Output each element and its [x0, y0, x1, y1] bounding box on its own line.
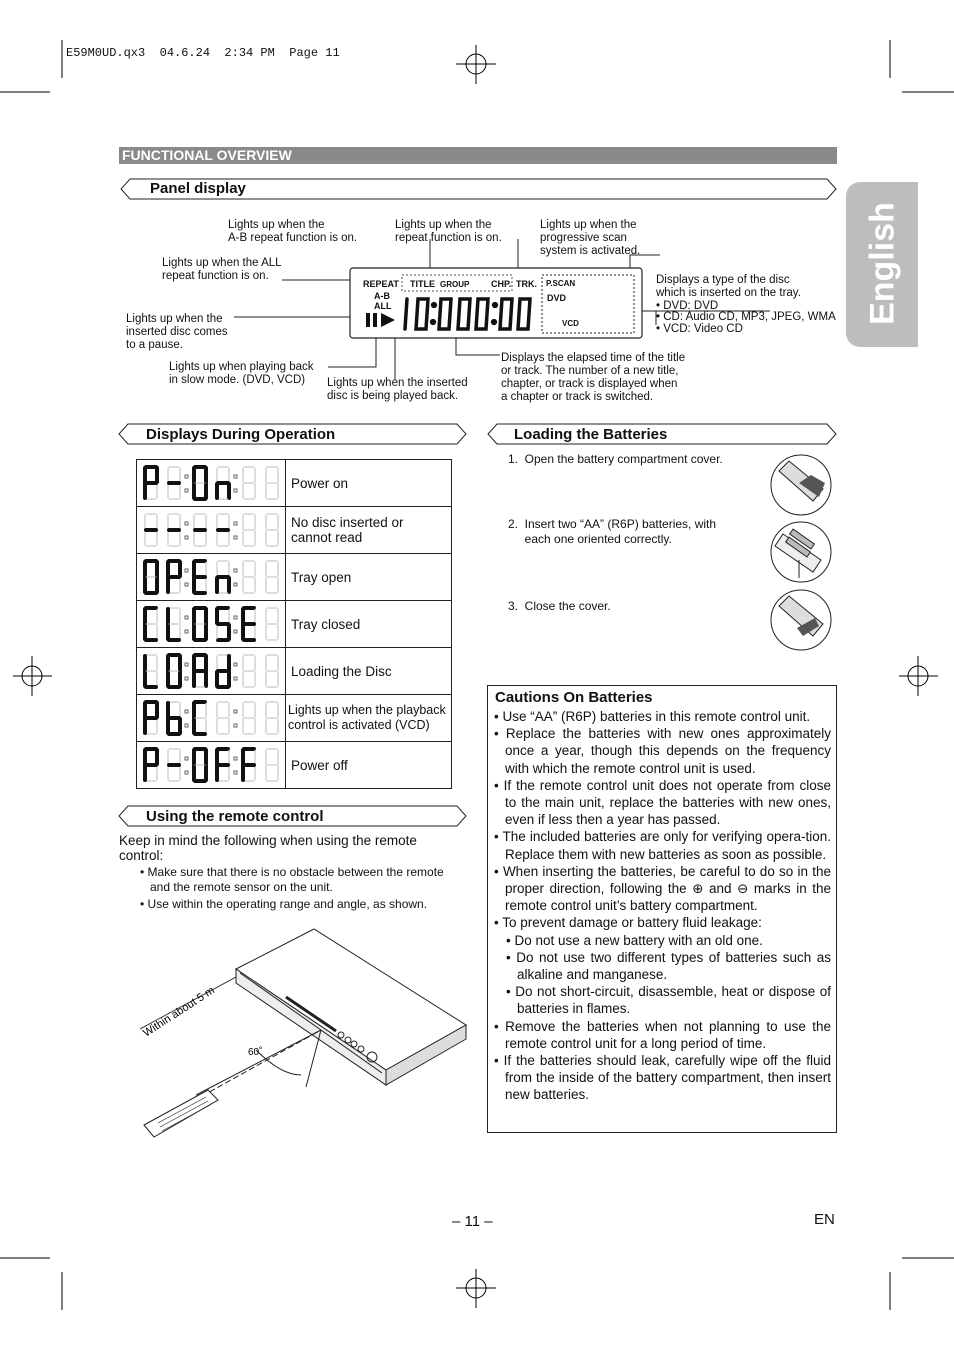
segment-display	[137, 695, 286, 742]
list-item: • Replace the batteries with new ones approximately once a year, though this depends on the frequency with which the remote control unit is used.	[494, 726, 831, 776]
operation-heading: Displays During Operation	[146, 426, 336, 443]
lcd-panel	[120, 205, 840, 405]
segment-display	[137, 648, 286, 695]
lcd-all: ALL	[374, 301, 392, 311]
colon-dot	[234, 663, 237, 666]
colon-dot	[185, 583, 188, 586]
seven-segment-readout	[137, 555, 283, 599]
digit-cell	[168, 655, 180, 687]
digit-cell	[243, 655, 255, 687]
page-number: – 11 –	[452, 1213, 493, 1230]
digit-cell	[145, 608, 157, 640]
digit-cell	[194, 608, 206, 640]
digit-cell	[168, 608, 180, 640]
colon-dot	[234, 475, 237, 478]
range-label: Within about 5 m	[141, 984, 217, 1040]
colon-dot	[185, 489, 188, 492]
table-row	[137, 648, 452, 695]
colon-dot	[185, 475, 188, 478]
digit-cell	[145, 702, 157, 734]
colon-dot	[234, 522, 237, 525]
language-code: EN	[814, 1211, 835, 1228]
seven-segment-readout	[137, 508, 283, 552]
seven-segment-readout	[137, 649, 283, 693]
list-item: • Make sure that there is no obstacle between the remote and the remote sensor on the unit.	[140, 865, 444, 894]
list-item: • The included batteries are only for verifying opera-tion. Replace them with new batteries as soon as possible.	[494, 829, 831, 862]
digit-cell	[217, 702, 229, 734]
digit-cell	[266, 655, 278, 687]
label-elapsed: Displays the elapsed time of the title or track. The number of a new title, chapter, or track is displayed when a chapter or track is switched.	[501, 352, 686, 403]
colon-dot	[185, 569, 188, 572]
label-ab-repeat: Lights up when the A-B repeat function is on.	[228, 219, 358, 244]
segment-display	[137, 601, 286, 648]
seven-segment-readout	[137, 743, 283, 787]
segment-display	[137, 742, 286, 789]
panel-display-heading: Panel display	[150, 180, 246, 197]
cautions-heading: Cautions On Batteries	[495, 689, 653, 706]
angle-label: 60˚	[248, 1047, 263, 1058]
digit-cell	[194, 655, 206, 687]
digit-cell	[145, 561, 157, 593]
digit-cell	[194, 749, 206, 781]
colon-dot	[185, 677, 188, 680]
table-row	[137, 742, 452, 789]
digit-cell	[145, 467, 157, 499]
colon-dot	[185, 710, 188, 713]
label-disc-vcd: • VCD: Video CD	[656, 323, 743, 335]
segment-display	[137, 554, 286, 601]
list-item: • If the batteries should leak, carefully wipe off the fluid from the inside of the battery compartment, then insert new batteries.	[494, 1053, 831, 1103]
colon-dot	[185, 616, 188, 619]
battery-step-3: 3. Close the cover.	[508, 599, 611, 613]
pause-icon	[366, 313, 370, 327]
digit-cell	[243, 749, 255, 781]
digit-cell	[145, 749, 157, 781]
colon-dot	[234, 583, 237, 586]
list-item: • Use within the operating range and angle, as shown.	[140, 897, 428, 911]
battery-illustration-3	[769, 588, 833, 652]
lcd-repeat: REPEAT	[363, 279, 399, 289]
digit-cell	[217, 467, 229, 499]
lcd-vcd: VCD	[562, 319, 579, 328]
lcd-title: TITLE	[410, 279, 435, 289]
lcd-ab: A-B	[374, 291, 390, 301]
remote-range-illustration	[136, 925, 476, 1145]
colon-dot	[185, 536, 188, 539]
digit-cell	[168, 561, 180, 593]
remote-bullets	[140, 865, 465, 914]
colon-dot	[234, 616, 237, 619]
list-item: • Do not short-circuit, disassemble, heat or dispose of batteries in flames.	[506, 984, 831, 1017]
file-info: E59M0UD.qx3 04.6.24 2:34 PM Page 11	[66, 46, 340, 60]
batteries-heading: Loading the Batteries	[514, 426, 668, 443]
digit-cell	[168, 702, 180, 734]
colon-dot	[185, 663, 188, 666]
lcd-chp: CHP.	[491, 279, 512, 289]
row-label: Tray open	[286, 554, 452, 601]
colon-dot	[234, 710, 237, 713]
colon-dot	[185, 522, 188, 525]
colon-dot	[185, 757, 188, 760]
section-title: FUNCTIONAL OVERVIEW	[122, 147, 292, 163]
digit-cell	[243, 561, 255, 593]
digit-cell	[266, 561, 278, 593]
list-item: • If the remote control unit does not operate from close to the main unit, replace the batteries with new ones, even if less then a year has passed.	[494, 777, 831, 828]
digit-cell	[145, 514, 157, 546]
digit-cell	[194, 514, 206, 546]
battery-illustration-1	[769, 453, 833, 517]
section-bar	[119, 147, 837, 164]
lcd-trk: TRK.	[516, 279, 537, 289]
remote-heading: Using the remote control	[146, 808, 324, 825]
digit-cell	[168, 749, 180, 781]
colon-dot	[234, 630, 237, 633]
colon-dot	[234, 677, 237, 680]
list-item: • To prevent damage or battery fluid leakage:	[494, 915, 762, 931]
digit-cell	[266, 467, 278, 499]
cautions-list	[494, 708, 831, 1104]
digit-cell	[217, 749, 229, 781]
list-item: • Do not use two different types of batteries such as alkaline and manganese.	[506, 949, 831, 983]
digit-cell	[168, 514, 180, 546]
label-disc-dvd: • DVD: DVD	[656, 300, 719, 312]
digit-cell	[243, 514, 255, 546]
label-progressive: Lights up when the progressive scan system is activated.	[540, 219, 641, 257]
table-row	[137, 554, 452, 601]
digit-cell	[194, 702, 206, 734]
label-disc-type: Displays a type of the disc which is inserted on the tray.	[656, 274, 801, 299]
digit-cell	[266, 749, 278, 781]
digit-cell	[266, 514, 278, 546]
remote-intro: Keep in mind the following when using the remote control:	[119, 833, 417, 863]
row-label: Tray closed	[286, 601, 452, 648]
battery-illustration-2	[769, 520, 833, 584]
digit-cell	[217, 608, 229, 640]
row-label: Loading the Disc	[286, 648, 452, 695]
digit-cell	[243, 702, 255, 734]
label-play: Lights up when the inserted disc is being played back.	[327, 377, 468, 402]
seven-segment-readout	[137, 696, 283, 740]
digit-cell	[168, 467, 180, 499]
colon-dot	[234, 489, 237, 492]
digit-cell	[243, 467, 255, 499]
list-item: • Do not use a new battery with an old one.	[506, 932, 763, 948]
row-label: No disc inserted or cannot read	[286, 507, 452, 554]
list-item: • When inserting the batteries, be careful to do so in the proper direction, following the ⊕ and ⊖ marks in the remote control unit’s battery compartment.	[494, 863, 831, 914]
seven-segment-readout	[137, 602, 283, 646]
battery-step-1: 1. Open the battery compartment cover.	[508, 452, 723, 466]
colon-dot	[185, 771, 188, 774]
label-disc-cd: • CD: Audio CD, MP3, JPEG, WMA	[656, 311, 836, 323]
cautions-box	[487, 685, 837, 1133]
label-all-repeat: Lights up when the ALL repeat function is on.	[162, 257, 282, 282]
digit-cell	[266, 702, 278, 734]
digit-cell	[194, 561, 206, 593]
digit-cell	[145, 655, 157, 687]
row-label: Power on	[286, 460, 452, 507]
lcd-dvd: DVD	[547, 293, 567, 303]
digit-cell	[266, 608, 278, 640]
colon-dot	[234, 569, 237, 572]
segment-display	[137, 507, 286, 554]
table-row	[137, 601, 452, 648]
colon-dot	[234, 771, 237, 774]
segment-display	[137, 460, 286, 507]
colon-dot	[185, 630, 188, 633]
digit-cell	[217, 655, 229, 687]
language-label: English	[863, 202, 902, 325]
table-row	[137, 507, 452, 554]
label-slow: Lights up when playing back in slow mode. (DVD, VCD)	[169, 361, 314, 386]
row-label: Lights up when the playback control is activated (VCD)	[286, 695, 452, 742]
digit-cell	[217, 514, 229, 546]
table-row	[137, 460, 452, 507]
label-pause: Lights up when the inserted disc comes to a pause.	[126, 313, 228, 351]
colon-dot	[185, 724, 188, 727]
operation-table	[136, 459, 452, 789]
digit-cell	[243, 608, 255, 640]
label-repeat: Lights up when the repeat function is on.	[395, 219, 502, 244]
battery-step-2: 2. Insert two “AA” (R6P) batteries, with each one oriented correctly.	[508, 517, 717, 546]
digit-cell	[217, 561, 229, 593]
seven-segment-readout	[137, 461, 283, 505]
digit-cell	[194, 467, 206, 499]
colon-dot	[234, 536, 237, 539]
language-tab	[846, 182, 918, 347]
lcd-pscan: P.SCAN	[546, 279, 576, 288]
list-item: • Use “AA” (R6P) batteries in this remote control unit.	[494, 709, 811, 724]
lcd-group: GROUP	[440, 280, 470, 289]
table-row	[137, 695, 452, 742]
list-item: • Remove the batteries when not planning to use the remote control unit for a long period of time.	[494, 1018, 831, 1051]
colon-dot	[234, 757, 237, 760]
row-label: Power off	[286, 742, 452, 789]
colon-dot	[234, 724, 237, 727]
